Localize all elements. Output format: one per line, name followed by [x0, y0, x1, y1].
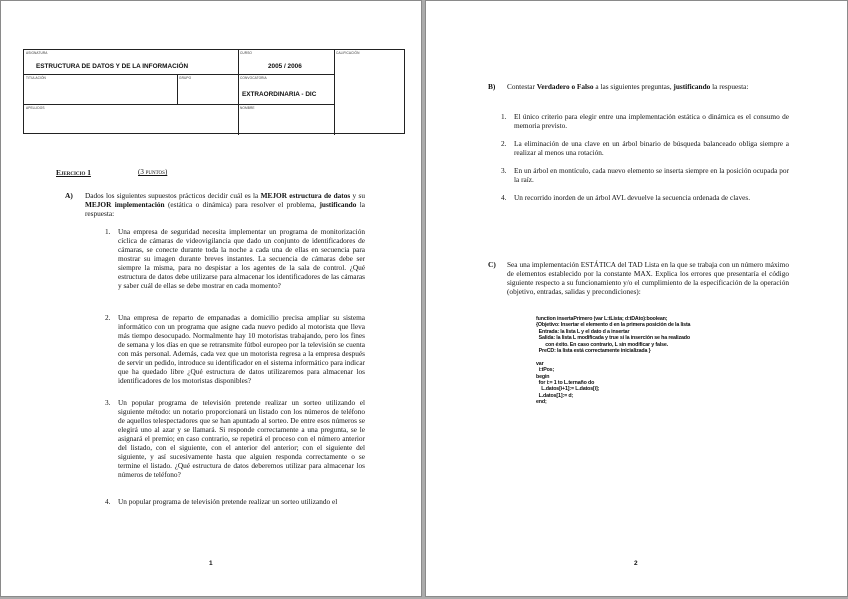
asignatura-value: ESTRUCTURA DE DATOS Y DE LA INFORMACIÓN	[36, 63, 189, 70]
item-a3-number: 3.	[105, 398, 111, 407]
item-a4-text: Un popular programa de televisión pretende realizar un sorteo utilizando el	[118, 497, 338, 506]
convocatoria-value: EXTRAORDINARIA - DIC	[242, 91, 317, 98]
section-b-marker: B)	[488, 82, 496, 91]
page-1	[0, 0, 422, 597]
code-line: end;	[536, 399, 547, 406]
code-line: Salida: la lista L modificada y true si la inserción se ha realizado	[536, 335, 690, 342]
header-divider	[334, 50, 335, 135]
titulacion-label: TITULACIÓN	[26, 76, 46, 80]
header-divider	[24, 74, 334, 75]
item-a1-text: Una empresa de seguridad necesita implementar un programa de monitorización cíclica de cámaras de videovigilancia que dado un conjunto de identificadores de cámaras, se conecte durante toda la noche a cada una de ellas en secuencia para mostrar su imagen durante breves instantes. La secuencia de cámaras debe ser siempre la misma, para no despistar a los agentes de la sala de control. ¿Qué estructura de datos debe utilizarse para almacenar los identificadores de las cámaras y saber cuál de ellas se debe mostrar en cada momento?	[118, 227, 365, 290]
item-a3-text: Un popular programa de televisión pretende realizar un sorteo utilizando el siguiente método: un notario proporcionará un listado con los números de teléfono de aquellos telespectadores que se han apuntado al sorteo. De entre esos números se elegirá uno al azar y se llamará. Si responde correctamente a una pregunta, se le asignará el premio; en caso contrario, se repetirá el proceso con el número anterior del listado, con el siguiente, con el anterior del anterior; con el siguiente del siguiente, y así sucesivamente hasta que alguien responda correctamente o se termine el listado. ¿Qué estructura de datos deberemos utilizar para almacenar los números de teléfono?	[118, 398, 365, 479]
section-a-marker: A)	[65, 191, 73, 200]
code-line: Entrada: la lista L y el dato d a insertar	[536, 328, 630, 335]
item-b2-text: La eliminación de una clave en un árbol binario de búsqueda balanceado obliga siempre a realizar al menos una rotación.	[514, 139, 789, 157]
exercise-title: Ejercicio 1	[56, 168, 91, 177]
page-number: 2	[634, 560, 638, 567]
header-divider	[238, 50, 239, 135]
item-b2-number: 2.	[501, 139, 507, 148]
item-b1-text: El único criterio para elegir entre una implementación estática o dinámica es el consumo de memoria previsto.	[514, 112, 789, 130]
code-line: i:tPos;	[536, 367, 555, 374]
section-b-intro: Contestar Verdadero o Falso a las siguientes preguntas, justificando la respuesta:	[507, 82, 749, 91]
item-b4-number: 4.	[501, 193, 507, 202]
item-a2-number: 2.	[105, 313, 111, 322]
curso-value: 2005 / 2006	[268, 63, 302, 70]
item-b3-text: En un árbol en montículo, cada nuevo elemento se inserta siempre en la posición ocupada por la raíz.	[514, 166, 789, 184]
page-number: 1	[209, 560, 213, 567]
page-2	[425, 0, 848, 597]
code-line: PreCD: la lista está correctamente inicializada }	[536, 348, 651, 354]
header-divider	[177, 74, 178, 104]
code-line: function insertaPrimero (var L:tLista; d:tDAto):boolean;	[536, 316, 668, 322]
apellidos-label: APELLIDOS	[26, 106, 45, 110]
section-c-marker: C)	[488, 260, 496, 269]
item-b1-number: 1.	[501, 112, 507, 121]
curso-label: CURSO	[240, 51, 253, 55]
convocatoria-label: CONVOCATORIA	[240, 76, 267, 80]
code-line: for i:= 1 to L.ternaño do	[536, 380, 595, 386]
item-b3-number: 3.	[501, 166, 507, 175]
code-line: L.datos[i+1]:= L.datos[i];	[536, 386, 600, 393]
item-a4-number: 4.	[105, 497, 111, 506]
calificacion-label: CALIFICACIÓN	[336, 51, 360, 55]
header-divider	[24, 104, 334, 105]
grupo-label: GRUPO	[179, 76, 192, 80]
code-line: begin	[536, 373, 550, 380]
code-line: var	[536, 360, 544, 367]
code-line: L.datos[1]:= d;	[536, 392, 574, 399]
code-line: con éxito. En caso contrario, L sin modificar y false.	[536, 341, 669, 348]
asignatura-label: ASIGNATURA	[26, 51, 48, 55]
item-a1-number: 1.	[105, 227, 111, 236]
code-line: {Objetivo: Insertar el elemento d en la primera posición de la lista	[536, 322, 691, 329]
nombre-label: NOMBRE	[240, 106, 255, 110]
item-a2-text: Una empresa de reparto de empanadas a domicilio precisa ampliar su sistema informático con un programa que asigne cada nuevo pedido al motorista que lleva más tiempo desocupado. Normalmente hay 10 motoristas trabajando, pero los fines de semana y los días en que se retransmite fútbol europeo por la televisión se cuenta con más personal. Además, cada vez que un motorista regresa a la empresa después de servir un pedido, introduce su identificador en el sistema informático para indicar que ha quedado libre ¿Qué estructura de datos utilizaremos para almacenar los identificadores de los motoristas disponibles?	[118, 313, 365, 385]
exam-header-table	[23, 49, 405, 134]
exercise-points: (3 puntos)	[138, 168, 168, 176]
item-b4-text: Un recorrido inorden de un árbol AVL devuelve la secuencia ordenada de claves.	[514, 193, 751, 202]
section-c-text: Sea una implementación ESTÁTICA del TAD Lista en la que se trabaja con un número máximo de elementos establecido por la constante MAX. Explica los errores que presentaría el código siguiente respecto a su funcionamiento y/o el cumplimiento de la especificación de la operación (objetivo, entradas, salidas y precondiciones):	[507, 260, 789, 296]
section-a-intro: Dados los siguientes supuestos prácticos decidir cuál es la MEJOR estructura de datos y su MEJOR implementación (estática o dinámica) para resolver el problema, justificando la respuesta:	[85, 191, 366, 218]
